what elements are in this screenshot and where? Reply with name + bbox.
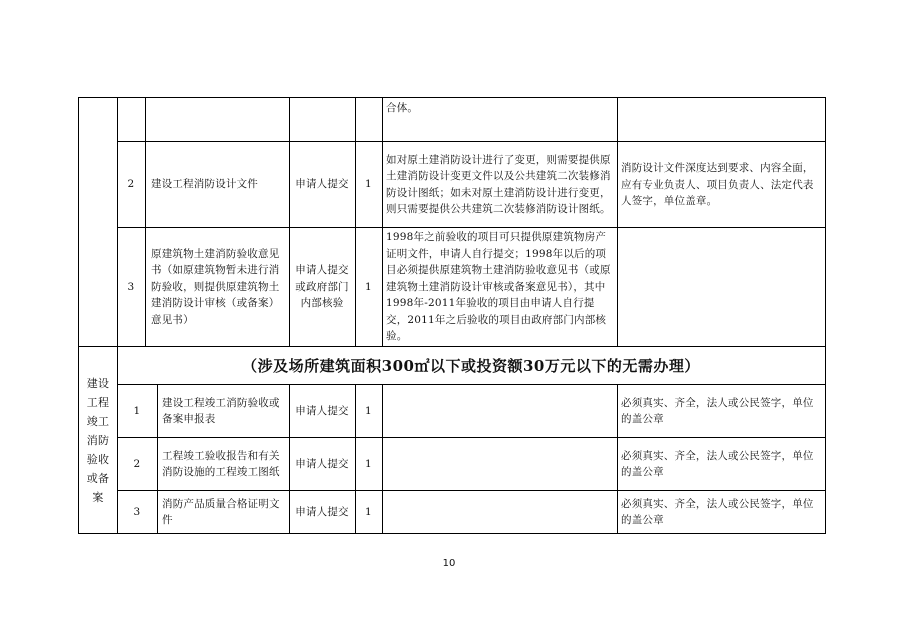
- requirement-cell: 必须真实、齐全，法人或公民签字，单位的盖公章: [621, 449, 814, 478]
- material-name: 工程竣工验收报告和有关消防设施的工程竣工图纸: [162, 449, 280, 478]
- section-banner: （涉及场所建筑面积300㎡以下或投资额30万元以下的无需办理）: [242, 357, 700, 375]
- material-name: 建设工程消防设计文件: [151, 178, 258, 191]
- copies-cell: 1: [365, 505, 372, 518]
- copies-cell: 1: [365, 280, 372, 293]
- row-number: 2: [133, 457, 141, 470]
- page-number: 10: [442, 558, 456, 569]
- source-cell: 申请人提交: [295, 404, 349, 417]
- material-name: 建设工程竣工消防验收或备案申报表: [162, 396, 280, 425]
- requirement-cell: 必须真实、齐全，法人或公民签字，单位的盖公章: [621, 396, 814, 425]
- explanation-cell: 如对原土建消防设计进行了变更，则需要提供原土建消防设计变更文件以及公共建筑二次装修消防设计图纸；如未对原土建消防设计进行变更，则只需要提供公共建筑二次装修消防设计图纸。: [386, 153, 611, 215]
- requirement-cell: 消防设计文件深度达到要求、内容全面，应有专业负责人、项目负责人、法定代表人签字，单位盖章。: [621, 162, 814, 207]
- copies-cell: 1: [365, 404, 372, 417]
- explanation-cell: [386, 438, 615, 490]
- source-cell: 申请人提交: [295, 457, 349, 470]
- row-number: 3: [127, 280, 135, 293]
- source-cell: 申请人提交: [295, 505, 349, 518]
- explanation-cell: 1998年之前验收的项目可只提供原建筑物房产证明文件，申请人自行提交；1998年以后的项目必须提供原建筑物土建消防验收意见书（或原建筑物土建消防设计审核或备案意见书），其中1998年-2011年验收的项目由申请人自行提交，2011年之后验收的项目由政府部门内部核验。: [386, 231, 611, 343]
- copies-cell: 1: [365, 457, 372, 470]
- requirement-cell: 必须真实、齐全，法人或公民签字，单位的盖公章: [621, 497, 814, 526]
- row-number: 2: [127, 178, 135, 191]
- section-label: 建设工程竣工消防验收或备案: [86, 376, 110, 504]
- source-cell: 申请人提交: [295, 178, 349, 191]
- material-name: 消防产品质量合格证明文件: [162, 497, 280, 526]
- explanation-cell: 合体。: [386, 102, 419, 114]
- source-cell: 申请人提交或政府部门内部核验: [295, 264, 349, 310]
- material-name: 原建筑物土建消防验收意见书（如原建筑物暂未进行消防验收，则提供原建筑物土建消防设计审核（或备案）意见书）: [151, 247, 280, 326]
- section-label-cell: [79, 347, 117, 533]
- explanation-cell: [386, 385, 615, 437]
- copies-cell: 1: [365, 178, 372, 191]
- row-number: 3: [133, 505, 141, 518]
- explanation-cell: [386, 491, 615, 533]
- row-number: 1: [133, 404, 141, 417]
